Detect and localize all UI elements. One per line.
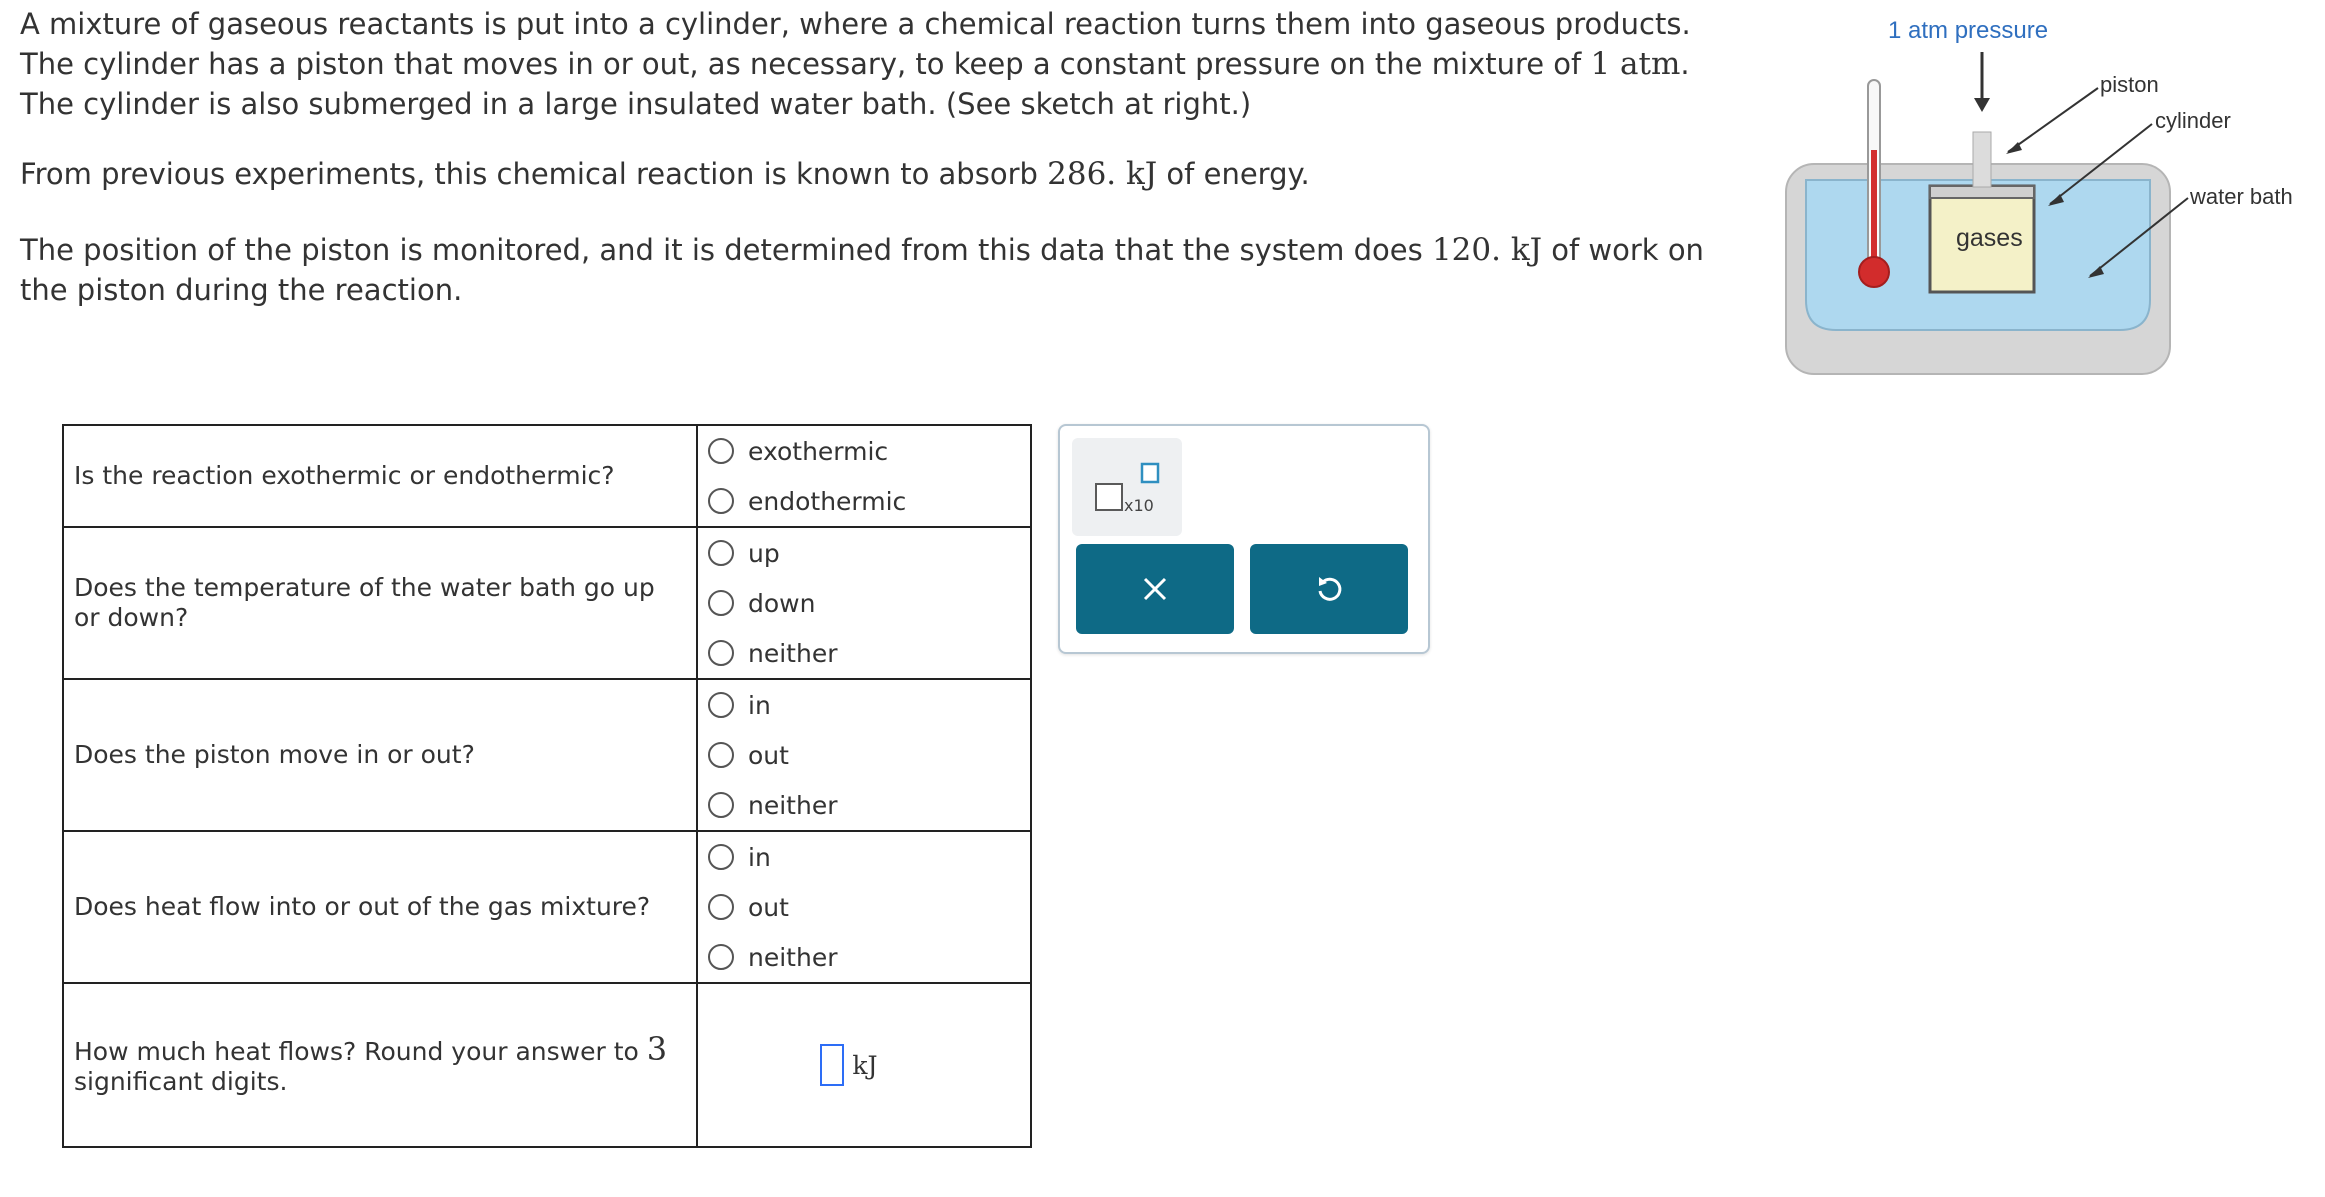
cylinder-label: cylinder — [2155, 108, 2231, 133]
radio-button[interactable] — [708, 894, 734, 920]
question-row-4 — [63, 831, 1031, 983]
piston-label: piston — [2100, 72, 2159, 97]
clear-button[interactable] — [1076, 544, 1234, 634]
question-row-3 — [63, 679, 1031, 831]
heat-answer-input[interactable] — [820, 1044, 844, 1086]
question-table — [62, 424, 1032, 1148]
radio-button[interactable] — [708, 792, 734, 818]
question-3-text: Does the piston move in or out? — [63, 679, 697, 831]
scientific-notation-button[interactable] — [1072, 438, 1182, 536]
intro-paragraph-3: The position of the piston is monitored, and it is determined from this data that the system does 120. kJ of work on the piston during the reaction. — [20, 232, 1704, 307]
undo-icon — [1313, 573, 1345, 605]
question-2-options — [697, 527, 1031, 679]
apparatus-sketch — [1770, 0, 2325, 390]
problem-statement — [20, 4, 1740, 310]
radio-button[interactable] — [708, 540, 734, 566]
piston-rod — [1973, 132, 1991, 187]
radio-button[interactable] — [708, 742, 734, 768]
question-4-text: Does heat flow into or out of the gas mixture? — [63, 831, 697, 983]
x10-label: x10 — [1124, 496, 1154, 515]
option-in[interactable]: in — [708, 680, 1030, 730]
radio-button[interactable] — [708, 590, 734, 616]
radio-button[interactable] — [708, 438, 734, 464]
option-out[interactable]: out — [708, 730, 1030, 780]
option-exothermic[interactable]: exothermic — [708, 426, 1030, 476]
question-row-5 — [63, 983, 1031, 1147]
question-row-1 — [63, 425, 1031, 527]
question-5-text: How much heat flows? Round your answer to 3 significant digits. — [63, 983, 697, 1147]
radio-button[interactable] — [708, 640, 734, 666]
question-2-text: Does the temperature of the water bath go up or down? — [63, 527, 697, 679]
answer-tools-panel — [1058, 424, 1430, 654]
question-3-options — [697, 679, 1031, 831]
question-row-2 — [63, 527, 1031, 679]
question-1-text: Is the reaction exothermic or endothermic? — [63, 425, 697, 527]
close-icon — [1141, 575, 1169, 603]
water-bath-label: water bath — [2190, 184, 2293, 209]
undo-button[interactable] — [1250, 544, 1408, 634]
question-5-answer — [697, 983, 1031, 1147]
radio-button[interactable] — [708, 692, 734, 718]
question-4-options — [697, 831, 1031, 983]
scientific-notation-icon — [1072, 438, 1182, 536]
radio-button[interactable] — [708, 488, 734, 514]
option-out[interactable]: out — [708, 882, 1030, 932]
option-in[interactable]: in — [708, 832, 1030, 882]
piston-head — [1930, 186, 2034, 198]
radio-button[interactable] — [708, 844, 734, 870]
radio-button[interactable] — [708, 944, 734, 970]
intro-paragraph-2: From previous experiments, this chemical reaction is known to absorb 286. kJ of energy. — [20, 156, 1310, 192]
unit-label: kJ — [852, 1050, 878, 1080]
option-neither[interactable]: neither — [708, 628, 1030, 678]
question-1-options — [697, 425, 1031, 527]
intro-paragraph-1: A mixture of gaseous reactants is put into a cylinder, where a chemical reaction turns them into gaseous products. The cylinder has a piston that moves in or out, as necessary, to keep a constant pressure on the mixture of 1 atm. The cylinder is also submerged in a large insulated water bath. (See sketch at right.) — [20, 7, 1691, 121]
pressure-label: 1 atm pressure — [1888, 17, 2049, 44]
option-down[interactable]: down — [708, 578, 1030, 628]
option-endothermic[interactable]: endothermic — [708, 476, 1030, 526]
option-neither[interactable]: neither — [708, 932, 1030, 982]
gases-label: gases — [1956, 224, 2023, 252]
option-up[interactable]: up — [708, 528, 1030, 578]
option-neither[interactable]: neither — [708, 780, 1030, 830]
